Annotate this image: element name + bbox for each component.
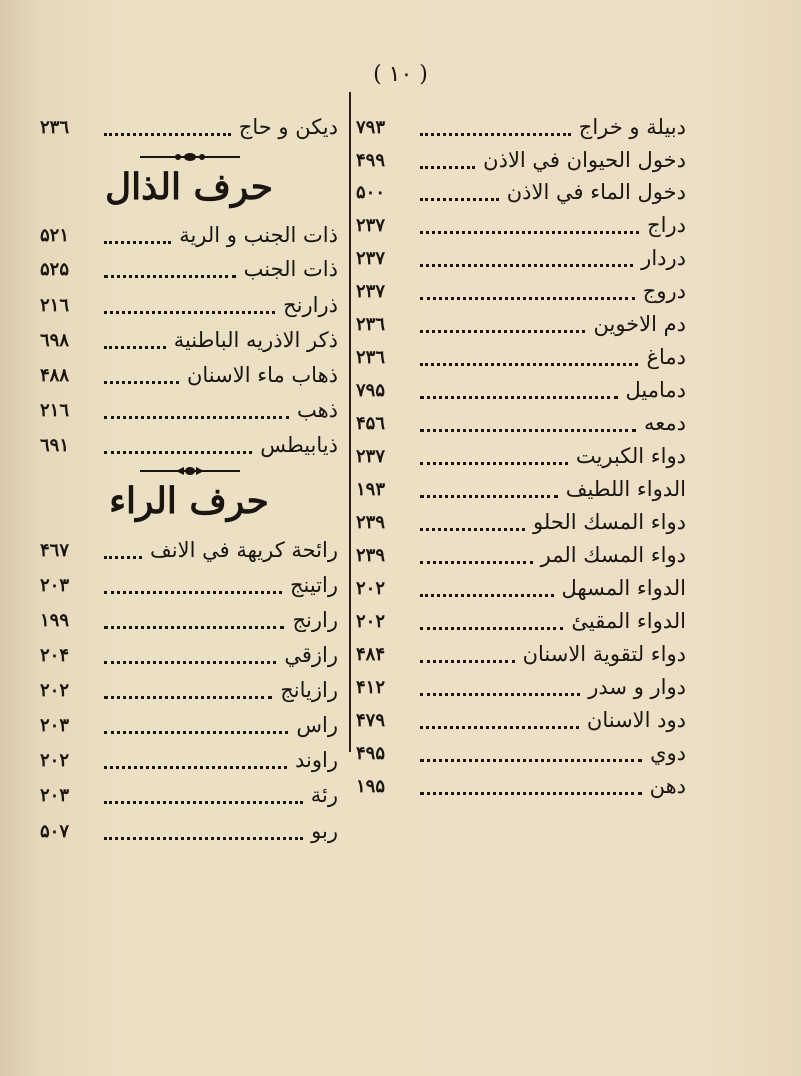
leader-dots xyxy=(104,119,231,136)
index-entry xyxy=(356,408,686,438)
entry-page: ٦۹۱ xyxy=(40,434,70,456)
leader-dots xyxy=(420,415,636,432)
entry-term: دراج xyxy=(647,213,686,237)
index-entry xyxy=(40,112,338,142)
entry-page: ۷۹۳ xyxy=(356,116,386,138)
leader-dots xyxy=(104,437,252,454)
entry-page: ۲۳۹ xyxy=(356,544,386,566)
entry-page: ۲۰۲ xyxy=(356,610,386,632)
leader-dots xyxy=(104,367,179,384)
index-entry xyxy=(40,395,338,425)
index-entry xyxy=(356,375,686,405)
leader-dots xyxy=(104,332,166,349)
entry-page: ۴۹۹ xyxy=(356,149,386,171)
entry-term: راس xyxy=(296,713,338,737)
entry-term: دواء المسك المر xyxy=(540,543,686,567)
index-entry xyxy=(356,112,686,142)
entry-page: ۲۳۷ xyxy=(356,247,386,269)
entry-term: دوار و سدر xyxy=(588,675,686,699)
leader-dots xyxy=(104,647,276,664)
entry-term: دردار xyxy=(641,246,686,270)
index-entry xyxy=(40,535,338,565)
entry-page: ۲۰۲ xyxy=(356,577,386,599)
index-entry xyxy=(40,430,338,460)
entry-page: ۲۱٦ xyxy=(40,399,70,421)
leader-dots xyxy=(420,481,558,498)
index-entry xyxy=(356,342,686,372)
entry-term: ذهب xyxy=(296,398,338,422)
index-entry xyxy=(40,675,338,705)
index-entry xyxy=(40,360,338,390)
entry-page: ۲۳٦ xyxy=(40,116,70,138)
leader-dots xyxy=(420,679,580,696)
leader-dots xyxy=(420,184,499,201)
index-entry xyxy=(356,276,686,306)
entry-page: ۷۹۵ xyxy=(356,379,386,401)
leader-dots xyxy=(104,717,288,734)
index-entry xyxy=(356,705,686,735)
index-entry xyxy=(40,640,338,670)
leader-dots xyxy=(420,646,515,663)
column-divider xyxy=(349,92,351,752)
index-entry xyxy=(356,573,686,603)
entry-page: ۲۳۹ xyxy=(356,511,386,533)
index-entry xyxy=(40,290,338,320)
entry-term: دواء الكبریت xyxy=(575,444,686,468)
index-entry xyxy=(40,780,338,810)
entry-term: ذرارنح xyxy=(283,293,338,317)
entry-page: ٦۹۸ xyxy=(40,329,70,351)
leader-dots xyxy=(420,778,642,795)
leader-dots xyxy=(420,349,638,366)
entry-page: ۴۹۵ xyxy=(356,742,386,764)
leader-dots xyxy=(104,577,282,594)
entry-page: ۲۰۴ xyxy=(40,644,70,666)
leader-dots xyxy=(420,448,568,465)
index-entry xyxy=(40,220,338,250)
index-entry xyxy=(40,816,338,846)
entry-term: دهن xyxy=(649,774,686,798)
entry-page: ۲۳٦ xyxy=(356,313,386,335)
index-entry xyxy=(356,540,686,570)
entry-term: دود الاسنان xyxy=(586,708,686,732)
entry-page: ۵۲۱ xyxy=(40,224,70,246)
index-entry xyxy=(356,606,686,636)
entry-term: الدواء المسهل xyxy=(561,576,686,600)
leader-dots xyxy=(104,682,272,699)
index-entry xyxy=(40,570,338,600)
entry-page: ۴۱۲ xyxy=(356,676,386,698)
entry-term: دوي xyxy=(650,741,686,765)
leader-dots xyxy=(104,297,275,314)
entry-term: ذهاب ماء الاسنان xyxy=(186,363,338,387)
leader-dots xyxy=(420,283,635,300)
entry-page: ۴۵٦ xyxy=(356,412,386,434)
index-entry xyxy=(356,639,686,669)
entry-term: ربو xyxy=(311,819,338,843)
index-entry xyxy=(40,325,338,355)
entry-term: ذات الجنب و الریة xyxy=(179,223,338,247)
section-heading-dhal: حرف الذال xyxy=(105,166,273,208)
leader-dots xyxy=(420,152,475,169)
ornament-divider xyxy=(140,466,240,476)
entry-page: ۴۸۸ xyxy=(40,364,70,386)
entry-term: دمعه xyxy=(644,411,686,435)
entry-term: دمامیل xyxy=(625,378,686,402)
entry-term: ذات الجنب xyxy=(243,257,338,281)
entry-page: ۲۱٦ xyxy=(40,294,70,316)
entry-page: ۴٦۷ xyxy=(40,539,70,561)
leader-dots xyxy=(104,752,287,769)
leader-dots xyxy=(420,382,618,399)
index-entry xyxy=(356,145,686,175)
entry-page: ۴۷۹ xyxy=(356,709,386,731)
entry-page: ۵۰۰ xyxy=(356,181,386,203)
section-heading-ra: حرف الراء xyxy=(109,480,269,522)
entry-term: دواء لتقویة الاسنان xyxy=(522,642,686,666)
leader-dots xyxy=(104,542,142,559)
page-number: ( ١٠ ) xyxy=(373,62,428,87)
entry-page: ۲۰۳ xyxy=(40,784,70,806)
leader-dots xyxy=(104,402,289,419)
entry-page: ۲۳۷ xyxy=(356,280,386,302)
leader-dots xyxy=(104,261,236,278)
entry-term: دخول الحیوان في الاذن xyxy=(483,148,686,172)
leader-dots xyxy=(104,823,303,840)
index-entry xyxy=(356,474,686,504)
entry-term: رازیانج xyxy=(280,678,338,702)
leader-dots xyxy=(420,514,525,531)
entry-page: ۲۰۳ xyxy=(40,714,70,736)
index-entry xyxy=(356,738,686,768)
entry-term: الدواء المقیئ xyxy=(571,609,686,633)
entry-page: ۲۰۳ xyxy=(40,574,70,596)
leader-dots xyxy=(420,316,585,333)
index-entry xyxy=(40,745,338,775)
entry-term: ذکر الاذریه الباطنیة xyxy=(173,328,338,352)
entry-term: دروج xyxy=(642,279,686,303)
leader-dots xyxy=(420,217,639,234)
leader-dots xyxy=(420,119,571,136)
entry-term: رئة xyxy=(310,783,338,807)
index-entry xyxy=(40,605,338,635)
leader-dots xyxy=(420,250,633,267)
index-entry xyxy=(356,210,686,240)
index-entry xyxy=(356,243,686,273)
leader-dots xyxy=(104,612,284,629)
leader-dots xyxy=(104,227,171,244)
entry-page: ۲۰۲ xyxy=(40,749,70,771)
entry-page: ۱۹۹ xyxy=(40,609,70,631)
leader-dots xyxy=(420,712,579,729)
ornament-divider xyxy=(140,152,240,162)
index-entry xyxy=(356,507,686,537)
entry-term: راتینج xyxy=(289,573,338,597)
entry-term: ذیابیطس xyxy=(260,433,338,457)
leader-dots xyxy=(420,580,554,597)
entry-term: الدواء اللطیف xyxy=(565,477,686,501)
entry-page: ۴۸۴ xyxy=(356,643,386,665)
entry-term: راوند xyxy=(295,748,338,772)
entry-term: رارنج xyxy=(292,608,338,632)
entry-page: ۱۹۳ xyxy=(356,478,386,500)
entry-page: ۵۲۵ xyxy=(40,258,70,280)
index-entry xyxy=(40,254,338,284)
leader-dots xyxy=(420,745,642,762)
entry-page: ۲۰۲ xyxy=(40,679,70,701)
entry-term: دم الاخوین xyxy=(593,312,686,336)
entry-term: دبیلة و خراج xyxy=(578,115,686,139)
leader-dots xyxy=(420,547,533,564)
index-entry xyxy=(356,672,686,702)
entry-term: دماغ xyxy=(646,345,686,369)
entry-term: دخول الماء في الاذن xyxy=(506,180,686,204)
entry-page: ۲۳۷ xyxy=(356,214,386,236)
entry-page: ۲۳٦ xyxy=(356,346,386,368)
leader-dots xyxy=(420,613,563,630)
entry-page: ۱۹۵ xyxy=(356,775,386,797)
leader-dots xyxy=(104,787,303,804)
index-entry xyxy=(356,309,686,339)
entry-term: دواء المسك الحلو xyxy=(533,510,686,534)
entry-page: ۲۳۷ xyxy=(356,445,386,467)
index-entry xyxy=(356,441,686,471)
entry-term: رازقي xyxy=(284,643,338,667)
entry-term: رائحة كریهة في الانف xyxy=(150,538,338,562)
index-entry xyxy=(40,710,338,740)
entry-term: دیکن و حاج xyxy=(238,115,338,139)
index-entry xyxy=(356,177,686,207)
index-entry xyxy=(356,771,686,801)
entry-page: ۵۰۷ xyxy=(40,820,70,842)
